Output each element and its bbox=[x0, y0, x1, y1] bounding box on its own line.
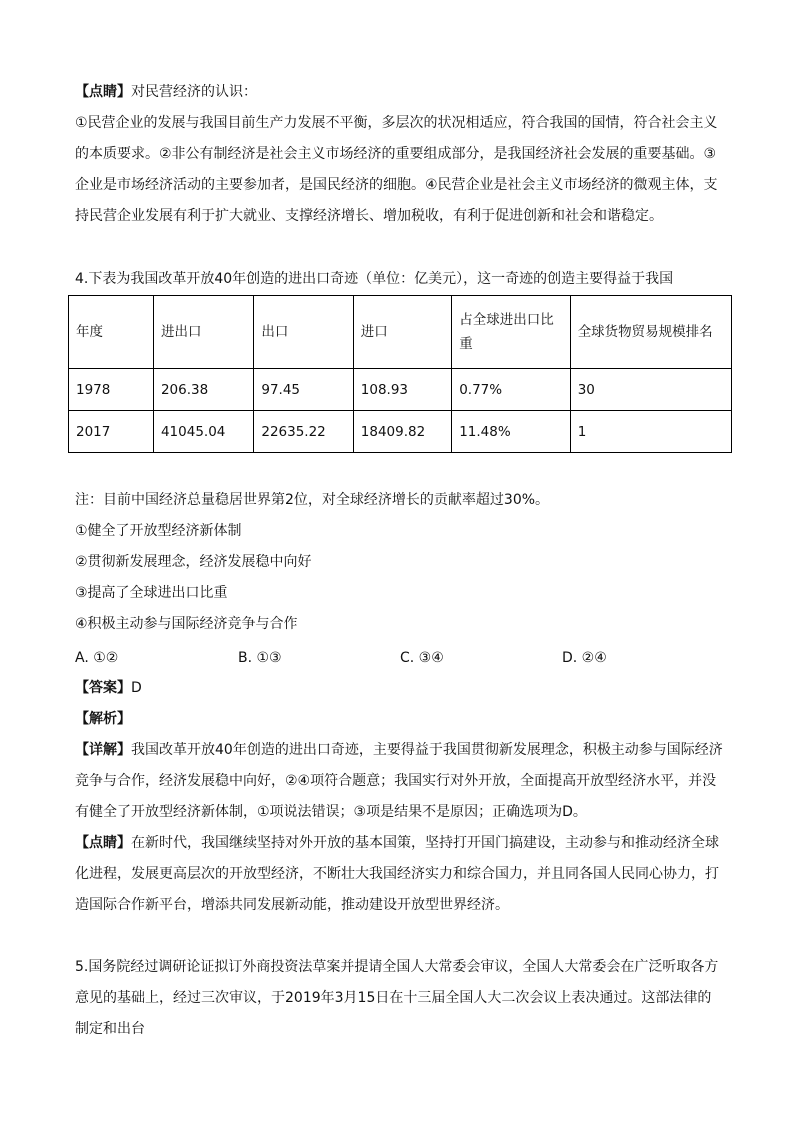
dianjing-label: 【点睛】 bbox=[75, 835, 131, 851]
question-4-options-block bbox=[75, 485, 740, 640]
dianjing-heading bbox=[75, 77, 740, 108]
table-cell: 108.93 bbox=[353, 369, 451, 411]
answer-choices bbox=[75, 646, 675, 670]
question-5-line: 制定和出台 bbox=[75, 1021, 145, 1037]
table-header-cell: 年度 bbox=[69, 296, 154, 369]
choice-b: B. ①③ bbox=[238, 650, 282, 666]
question-4-stem: 4.下表为我国改革开放40年创造的进出口奇迹（单位：亿美元），这一奇迹的创造主要得益于我国 bbox=[75, 271, 674, 287]
detail-line bbox=[75, 735, 740, 766]
table-cell: 1 bbox=[570, 411, 731, 453]
trade-table bbox=[68, 295, 732, 453]
question-4-note: 注：目前中国经济总量稳居世界第2位，对全球经济增长的贡献率超过30%。 bbox=[75, 492, 550, 508]
table-header-cell: 出口 bbox=[254, 296, 353, 369]
question-4-stem-block bbox=[75, 264, 740, 295]
question-5-line: 意见的基础上，经过三次审议，于2019年3月15日在十三届全国人大二次会议上表决通过。这部法律的 bbox=[75, 990, 712, 1006]
table-cell: 11.48% bbox=[452, 411, 570, 453]
dianjing-line: 的本质要求。②非公有制经济是社会主义市场经济的重要组成部分，是我国经济社会发展的重要基础。③ bbox=[75, 146, 717, 162]
answer-value: D bbox=[131, 680, 142, 696]
table-cell: 97.45 bbox=[254, 369, 353, 411]
dianjing-intro: 对民营经济的认识： bbox=[131, 84, 257, 100]
detail-line: 有健全了开放型经济新体制，①项说法错误；③项是结果不是原因；正确选项为D。 bbox=[75, 804, 587, 820]
choice-d: D. ②④ bbox=[562, 650, 607, 666]
table-row bbox=[69, 411, 732, 453]
answer-label: 【答案】 bbox=[75, 680, 131, 696]
table-cell: 30 bbox=[570, 369, 731, 411]
table-header-cell: 进出口 bbox=[153, 296, 253, 369]
question-5-line: 5.国务院经过调研论证拟订外商投资法草案并提请全国人大常委会审议，全国人大常委会在广泛听取各方 bbox=[75, 959, 719, 975]
table-cell: 1978 bbox=[69, 369, 154, 411]
analysis-line bbox=[75, 704, 740, 735]
dianjing-line: ①民营企业的发展与我国目前生产力发展不平衡，多层次的状况相适应，符合我国的国情，符合社会主义 bbox=[75, 115, 718, 131]
dianjing-text: 在新时代，我国继续坚持对外开放的基本国策，坚持打开国门搞建设，主动参与和推动经济全球 bbox=[131, 835, 719, 851]
table-cell: 2017 bbox=[69, 411, 154, 453]
dianjing-section-1 bbox=[75, 77, 740, 232]
table-cell: 206.38 bbox=[153, 369, 253, 411]
table-header-row bbox=[69, 296, 732, 369]
table-cell: 18409.82 bbox=[353, 411, 451, 453]
table-cell: 0.77% bbox=[452, 369, 570, 411]
analysis-label: 【解析】 bbox=[75, 711, 131, 727]
dianjing-label: 【点睛】 bbox=[75, 84, 131, 100]
table-header-cell: 占全球进出口比重 bbox=[452, 296, 570, 369]
choice-a: A. ①② bbox=[75, 650, 119, 666]
option-statement: ①健全了开放型经济新体制 bbox=[75, 523, 242, 539]
option-statement: ③提高了全球进出口比重 bbox=[75, 585, 228, 601]
table-cell: 41045.04 bbox=[153, 411, 253, 453]
detail-line: 竞争与合作，经济发展稳中向好，②④项符合题意；我国实行对外开放，全面提高开放型经济水平，并没 bbox=[75, 773, 717, 789]
choice-c: C. ③④ bbox=[400, 650, 444, 666]
option-statement: ②贯彻新发展理念，经济发展稳中向好 bbox=[75, 554, 312, 570]
dianjing-line: 化进程，发展更高层次的开放型经济，不断壮大我国经济实力和综合国力，并且同各国人民同心协力，打 bbox=[75, 866, 719, 882]
option-statement: ④积极主动参与国际经济竞争与合作 bbox=[75, 616, 298, 632]
table-cell: 22635.22 bbox=[254, 411, 353, 453]
table-header-cell: 进口 bbox=[353, 296, 451, 369]
dianjing-line: 企业是市场经济活动的主要参加者，是国民经济的细胞。④民营企业是社会主义市场经济的微观主体，支 bbox=[75, 177, 718, 193]
detail-text: 我国改革开放40年创造的进出口奇迹，主要得益于我国贯彻新发展理念，积极主动参与国际经济 bbox=[131, 742, 723, 758]
question-4-solution bbox=[75, 673, 740, 921]
detail-label: 【详解】 bbox=[75, 742, 131, 758]
answer-line bbox=[75, 673, 740, 704]
dianjing-line bbox=[75, 828, 740, 859]
table-header-cell: 全球货物贸易规模排名 bbox=[570, 296, 731, 369]
table-row bbox=[69, 369, 732, 411]
dianjing-line: 造国际合作新平台，增添共同发展新动能，推动建设开放型世界经济。 bbox=[75, 897, 509, 913]
question-5-block bbox=[75, 952, 740, 1045]
dianjing-line: 持民营企业发展有利于扩大就业、支撑经济增长、增加税收，有利于促进创新和社会和谐稳定。 bbox=[75, 208, 663, 224]
